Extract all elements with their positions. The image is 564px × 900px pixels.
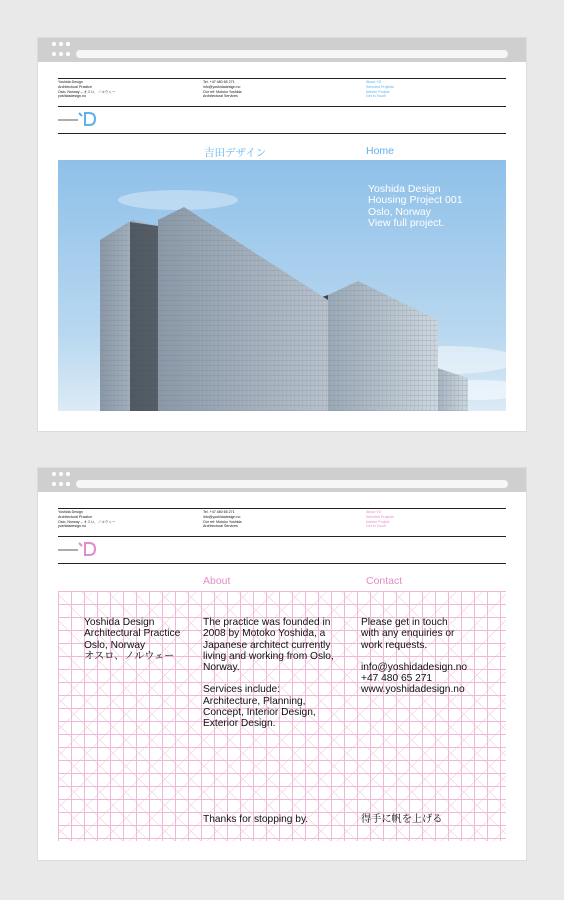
nav-home-link[interactable]: Home (366, 145, 395, 157)
contact-intro-line: work requests. (361, 639, 428, 651)
header-website-link[interactable]: yoshidadesign.no (58, 524, 86, 529)
header-address (58, 510, 115, 529)
header-menu (366, 80, 394, 99)
header-contact-line: Our ref: Motoko Yoshida (203, 89, 242, 94)
menu-item-contact[interactable]: Get in Touch (366, 94, 387, 99)
address-bar[interactable] (76, 50, 508, 58)
header-rule-bottom (58, 563, 506, 564)
nav-about-link[interactable]: About (203, 575, 231, 587)
header-contact-line: Architectural Services (203, 94, 238, 99)
header-address-line: Architectural Practice (58, 84, 92, 89)
header-rule-mid (58, 106, 506, 107)
browser-window-home (38, 38, 526, 431)
hero-caption-project: Housing Project 001 (368, 194, 463, 207)
description-line: Norway. (203, 662, 240, 674)
contact-intro-line: with any enquiries or (361, 628, 455, 640)
header-rule-top (58, 78, 506, 79)
page-home (38, 62, 526, 431)
header-contact (203, 80, 242, 99)
browser-back-dot[interactable] (52, 482, 56, 486)
nav-contact-link[interactable]: Contact (366, 575, 403, 587)
browser-chrome (38, 468, 526, 492)
header-address-line: Oslo, Norway – オスロ、ノルウェー (58, 89, 116, 94)
about-column-contact (361, 617, 467, 696)
browser-window-about (38, 468, 526, 860)
browser-reload-dot[interactable] (66, 52, 70, 56)
header-rule-mid (58, 536, 506, 537)
header-contact-line: Architectural Services (203, 524, 238, 529)
browser-forward-dot[interactable] (59, 52, 63, 56)
view-project-link[interactable]: View full project. (368, 216, 445, 229)
header-menu (366, 510, 394, 529)
header-address-line: Yoshida Design (58, 510, 83, 514)
menu-item-about[interactable]: About YD (366, 510, 382, 514)
header-contact-line: Our ref: Motoko Yoshida (203, 519, 242, 524)
description-line: The practice was founded in (203, 617, 331, 628)
window-control-dot[interactable] (52, 472, 56, 476)
services-line: Exterior Design. (203, 718, 276, 730)
hero-project-image[interactable] (58, 160, 506, 411)
header-phone[interactable]: Tel. +47 480 65 271 (203, 80, 235, 84)
yd-logo-icon[interactable] (58, 540, 108, 556)
browser-back-dot[interactable] (52, 52, 56, 56)
menu-item-projects[interactable]: Selected Projects (366, 514, 394, 519)
description-line: living and working from Oslo, (203, 650, 334, 662)
about-column-description (203, 617, 334, 730)
studio-name: Yoshida Design (84, 617, 155, 628)
contact-intro-line: Please get in touch (361, 617, 448, 628)
services-line: Concept, Interior Design, (203, 707, 316, 719)
header-address (58, 80, 115, 99)
contact-website-link[interactable]: www.yoshidadesign.no (361, 684, 465, 696)
header-phone[interactable]: Tel. +47 480 65 271 (203, 510, 235, 514)
header-email[interactable]: info@yoshidadesign.no (203, 514, 241, 519)
header-rule-top (58, 508, 506, 509)
footer-thanks: Thanks for stopping by. (203, 814, 309, 825)
menu-item-about[interactable]: About YD (366, 80, 382, 84)
contact-phone-link[interactable]: +47 480 65 271 (361, 673, 433, 685)
window-control-dot[interactable] (52, 42, 56, 46)
header-website-link[interactable]: yoshidadesign.no (58, 94, 86, 99)
header-address-line: Oslo, Norway – オスロ、ノルウェー (58, 519, 116, 524)
description-line: Japanese architect currently (203, 639, 331, 651)
header-email[interactable]: info@yoshidadesign.no (203, 84, 241, 89)
about-column-studio (84, 617, 180, 662)
nav-japanese-link[interactable]: 吉田デザイン (204, 147, 267, 159)
yd-logo-icon[interactable] (58, 110, 108, 126)
browser-chrome (38, 38, 526, 62)
menu-item-interior[interactable]: Interior Project (366, 519, 390, 524)
hero-caption-title: Yoshida Design (368, 183, 441, 195)
description-line: 2008 by Motoko Yoshida, a (203, 628, 326, 640)
studio-location-japanese: オスロ、ノルウェー (84, 650, 175, 662)
header-contact (203, 510, 242, 529)
studio-type: Architectural Practice (84, 628, 181, 640)
menu-item-interior[interactable]: Interior Project (366, 89, 390, 94)
hero-caption (368, 184, 463, 229)
footer-japanese-motto: 得手に帆を上げる (361, 814, 443, 825)
address-bar[interactable] (76, 480, 508, 488)
window-control-dot[interactable] (66, 472, 70, 476)
services-heading: Services include: (203, 684, 281, 696)
services-line: Architecture, Planning, (203, 695, 306, 707)
window-control-dot[interactable] (59, 42, 63, 46)
window-control-dot[interactable] (59, 472, 63, 476)
window-control-dot[interactable] (66, 42, 70, 46)
menu-item-contact[interactable]: Get in Touch (366, 524, 387, 529)
header-rule-bottom (58, 133, 506, 134)
header-address-line: Architectural Practice (58, 514, 92, 519)
menu-item-projects[interactable]: Selected Projects (366, 84, 394, 89)
hero-caption-location: Oslo, Norway (368, 205, 432, 218)
header-address-line: Yoshida Design (58, 80, 83, 84)
contact-email-link[interactable]: info@yoshidadesign.no (361, 661, 468, 673)
page-about (38, 492, 526, 860)
studio-location: Oslo, Norway (84, 639, 146, 651)
browser-forward-dot[interactable] (59, 482, 63, 486)
browser-reload-dot[interactable] (66, 482, 70, 486)
